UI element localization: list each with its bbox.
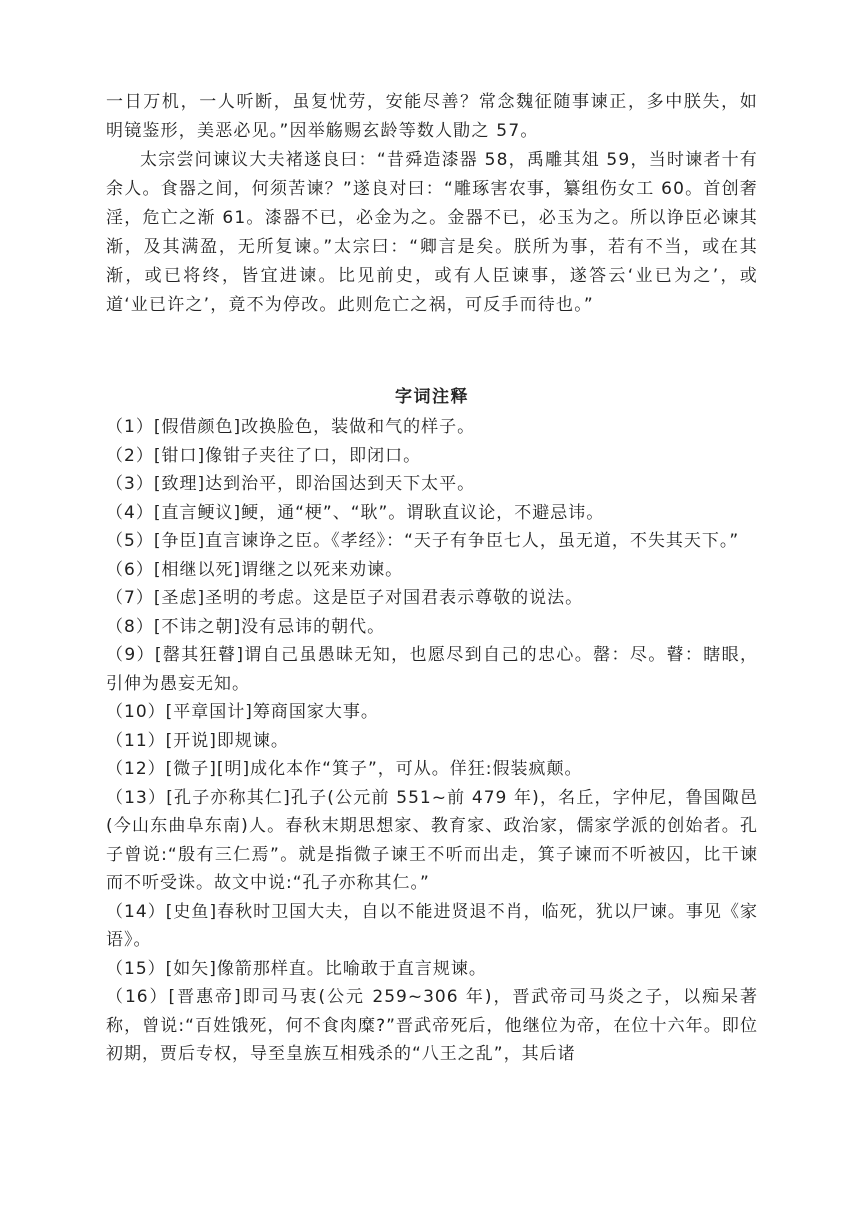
note-item-4: （4）[直言鲠议]鲠，通“梗”、“耿”。谓耿直议论，不避忌讳。 xyxy=(106,502,605,523)
note-item-7: （7）[圣虑]圣明的考虑。这是臣子对国君表示尊敬的说法。 xyxy=(106,588,584,608)
note-item-2: （2）[钳口]像钳子夹往了口，即闭口。 xyxy=(106,445,422,466)
note-item-11: （11）[开说]即规谏。 xyxy=(106,730,289,751)
body-paragraph-2: 太宗尝问谏议大夫褚遂良曰：“昔舜造漆器 58，禹雕其俎 59，当时谏者十有余人。食器之间，何须苦谏？”遂良对曰：“雕琢害农事，纂组伤女工 60。首创奢淫，危亡之渐 61。漆器不已，必金为之。金器不已，必玉为之。所以诤臣必谏其渐，及其满盈，无所复谏。”太宗曰：“卿言是矣。朕所为事，若有不当，或在其渐，或已将终，皆宜进谏。比见前史，或有人臣谏事，遂答云‘业已为之’，或道‘业已许之’，竟不为停改。此则危亡之祸，可反手而待也。” xyxy=(106,150,758,315)
note-item-8: （8）[不讳之朝]没有忌讳的朝代。 xyxy=(106,616,386,637)
notes-list xyxy=(106,413,758,1069)
note-item-13: （13）[孔子亦称其仁]孔子(公元前 551~前 479 年)，名丘，字仲尼，鲁国陬邑(今山东曲阜东南)人。春秋末期思想家、教育家、政治家，儒家学派的创始者。孔子曾说:“殷有三仁焉”。就是指微子谏王不听而出走，箕子谏而不听被囚，比干谏而不听受诛。故文中说:“孔子亦称其仁。” xyxy=(106,787,758,893)
document-page xyxy=(106,88,758,1069)
note-item-16: （16）[晋惠帝]即司马衷(公元 259~306 年)，晋武帝司马炎之子，以痴呆著称，曾说:“百姓饿死，何不食肉糜?”晋武帝死后，他继位为帝，在位十六年。即位初期，贾后专权，导至皇族互相残杀的“八王之乱”，其后诸 xyxy=(106,987,758,1064)
note-item-9: （9）[罄其狂瞽]谓自己虽愚昧无知，也愿尽到自己的忠心。罄：尽。瞽：瞎眼，引伸为愚妄无知。 xyxy=(106,645,758,694)
note-item-12: （12）[微子][明]成化本作“箕子”，可从。佯狂:假装疯颠。 xyxy=(106,759,583,779)
note-item-5: （5）[争臣]直言谏诤之臣。《孝经》：“天子有争臣七人，虽无道，不失其天下。” xyxy=(106,531,740,551)
note-item-10: （10）[平章国计]筹商国家大事。 xyxy=(106,702,379,722)
note-item-1: （1）[假借颜色]改换脸色，装做和气的样子。 xyxy=(106,417,476,437)
note-item-6: （6）[相继以死]谓继之以死来劝谏。 xyxy=(106,559,404,580)
note-item-14: （14）[史鱼]春秋时卫国大夫，自以不能进贤退不肖，临死，犹以尸谏。事见《家语》。 xyxy=(106,901,758,950)
notes-section-title: 字词注释 xyxy=(395,387,469,407)
note-item-3: （3）[致理]达到治平，即治国达到天下太平。 xyxy=(106,474,476,494)
body-paragraph-1: 一日万机，一人听断，虽复忧劳，安能尽善？常念魏征随事谏正，多中朕失，如明镜鉴形，美恶必见。”因举觞赐玄龄等数人勖之 57。 xyxy=(106,92,758,141)
note-item-15: （15）[如矢]像箭那样直。比喻敢于直言规谏。 xyxy=(106,958,487,979)
